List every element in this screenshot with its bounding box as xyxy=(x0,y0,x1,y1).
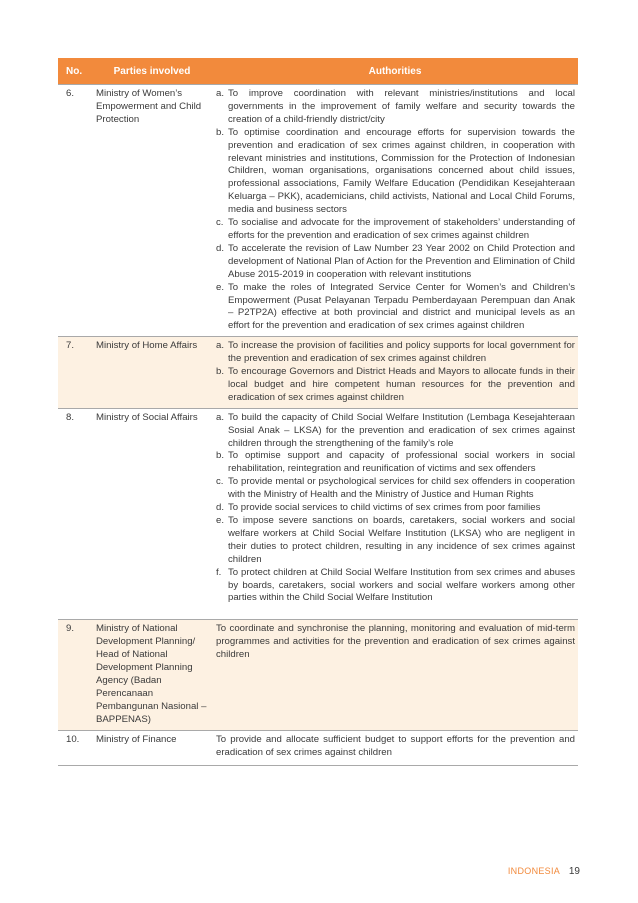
item-label: c. xyxy=(216,476,224,488)
item-text: To provide social services to child victims of sex crimes from poor families xyxy=(228,502,541,514)
item-text: To socialise and advocate for the improvement of stakeholders’ understanding of efforts for the prevention and eradication of sex crimes against children xyxy=(228,217,575,241)
table-header-row xyxy=(58,58,578,85)
row-number: 7. xyxy=(58,337,92,409)
row-number: 9. xyxy=(58,620,92,730)
item-text: To accelerate the revision of Law Number 23 Year 2002 on Child Protection and development of National Plan of Action for the Prevention and Elimination of Child Abuse 2015-2019 in cooperation with relevant institutions xyxy=(228,242,575,280)
authority-item xyxy=(216,282,575,334)
table-row xyxy=(58,337,578,409)
party-name: Ministry of National Development Planning/ Head of National Development Planning Agency (Badan Perencanaan Pembangunan Nasional – BAPPENAS) xyxy=(92,620,212,730)
party-name: Ministry of Home Affairs xyxy=(92,337,212,409)
authorities-cell xyxy=(212,337,578,409)
item-text: To provide mental or psychological services for child sex offenders in cooperation with the Ministry of Health and the Ministry of Justice and Human Rights xyxy=(228,476,575,501)
table-row xyxy=(58,730,578,766)
item-label: d. xyxy=(216,502,225,514)
authorities-cell: To coordinate and synchronise the planning, monitoring and evaluation of mid-term programmes and activities for the prevention and eradication of sex crimes against children xyxy=(212,620,578,730)
authority-item xyxy=(216,412,575,451)
item-text: To make the roles of Integrated Service Center for Women’s and Children’s Empowerment (Pusat Pelayanan Terpadu Pemberdayaan Perempuan dan Anak – P2TP2A) effective at both provincial and district and municipal levels as an effort for the prevention and eradication of sex crimes against children xyxy=(228,281,575,332)
authority-item xyxy=(216,340,575,366)
item-label: b. xyxy=(216,126,225,138)
item-label: f. xyxy=(216,566,222,578)
item-text: To protect children at Child Social Welfare Institution from sex crimes and abuses by boards, caretakers, social workers and social welfare workers among other parties within the Child Social Welfare Institution xyxy=(228,566,575,604)
row-number: 10. xyxy=(58,730,92,766)
item-text: To impose severe sanctions on boards, caretakers, social workers and social welfare workers at Child Social Welfare Institution (LKSA) who are negligent in their duties to protect children, resulting in any incidence of sex crimes against children xyxy=(228,515,575,565)
authority-item xyxy=(216,88,575,127)
item-label: a. xyxy=(216,411,225,423)
authority-item xyxy=(216,243,575,282)
item-text: To increase the provision of facilities and policy supports for local government for the prevention and eradication of sex crimes against children xyxy=(228,340,575,365)
authority-item xyxy=(216,450,575,476)
item-label: e. xyxy=(216,515,225,526)
item-label: e. xyxy=(216,281,225,293)
header-authorities: Authorities xyxy=(212,58,578,85)
table-row xyxy=(58,408,578,620)
party-name: Ministry of Women’s Empowerment and Child Protection xyxy=(92,85,212,337)
header-parties: Parties involved xyxy=(92,58,212,85)
item-text: To encourage Governors and District Heads and Mayors to allocate funds in their local budget and hire competent human resources for the prevention and eradication of sex crimes against children xyxy=(228,366,575,403)
item-label: b. xyxy=(216,366,225,378)
page-number: 19 xyxy=(568,866,580,877)
item-text: To build the capacity of Child Social Welfare Institution (Lembaga Kesejahteraan Sosial Anak – LKSA) for the prevention and eradication of sex crimes against children through the strengthening of the family’s role xyxy=(228,411,575,449)
item-label: a. xyxy=(216,340,225,352)
row-number: 6. xyxy=(58,85,92,337)
authorities-cell: To provide and allocate sufficient budget to support efforts for the prevention and eradication of sex crimes against children xyxy=(212,730,578,766)
item-label: c. xyxy=(216,217,224,229)
authorities-table xyxy=(58,58,578,766)
authorities-cell xyxy=(212,85,578,337)
page-footer xyxy=(508,866,580,877)
item-text: To optimise coordination and encourage efforts for supervision towards the prevention and eradication of sex crimes against children, in cooperation with relevant ministries and institutions, Commission for the Protection of Indonesian Children, woman organisations, organisations concerned about child issues, professional associations, Family Welfare Education (Pendidikan Kesejahteraan Keluarga – PKK), academicians, child activists, National and Local Child Forums, media and business sectors xyxy=(228,126,575,216)
authority-item xyxy=(216,217,575,243)
header-no: No. xyxy=(58,58,92,85)
item-label: d. xyxy=(216,242,225,254)
table-row xyxy=(58,85,578,337)
authority-item xyxy=(216,567,575,606)
item-label: a. xyxy=(216,88,225,99)
authority-item xyxy=(216,502,575,515)
footer-country: INDONESIA xyxy=(507,866,561,876)
item-text: To optimise support and capacity of professional social workers in social rehabilitation, reintegration and reunification of victims and sex offenders xyxy=(228,450,575,475)
authority-item xyxy=(216,515,575,567)
authorities-cell xyxy=(212,408,578,620)
item-label: b. xyxy=(216,450,225,462)
table-row xyxy=(58,620,578,730)
item-text: To improve coordination with relevant ministries/institutions and local governments in the improvement of family welfare and security towards the creation of a child-friendly district/city xyxy=(228,88,575,125)
document-page xyxy=(58,58,578,766)
party-name: Ministry of Finance xyxy=(92,730,212,766)
row-number: 8. xyxy=(58,408,92,620)
authority-item xyxy=(216,366,575,405)
party-name: Ministry of Social Affairs xyxy=(92,408,212,620)
authority-item xyxy=(216,476,575,502)
authority-item xyxy=(216,127,575,217)
